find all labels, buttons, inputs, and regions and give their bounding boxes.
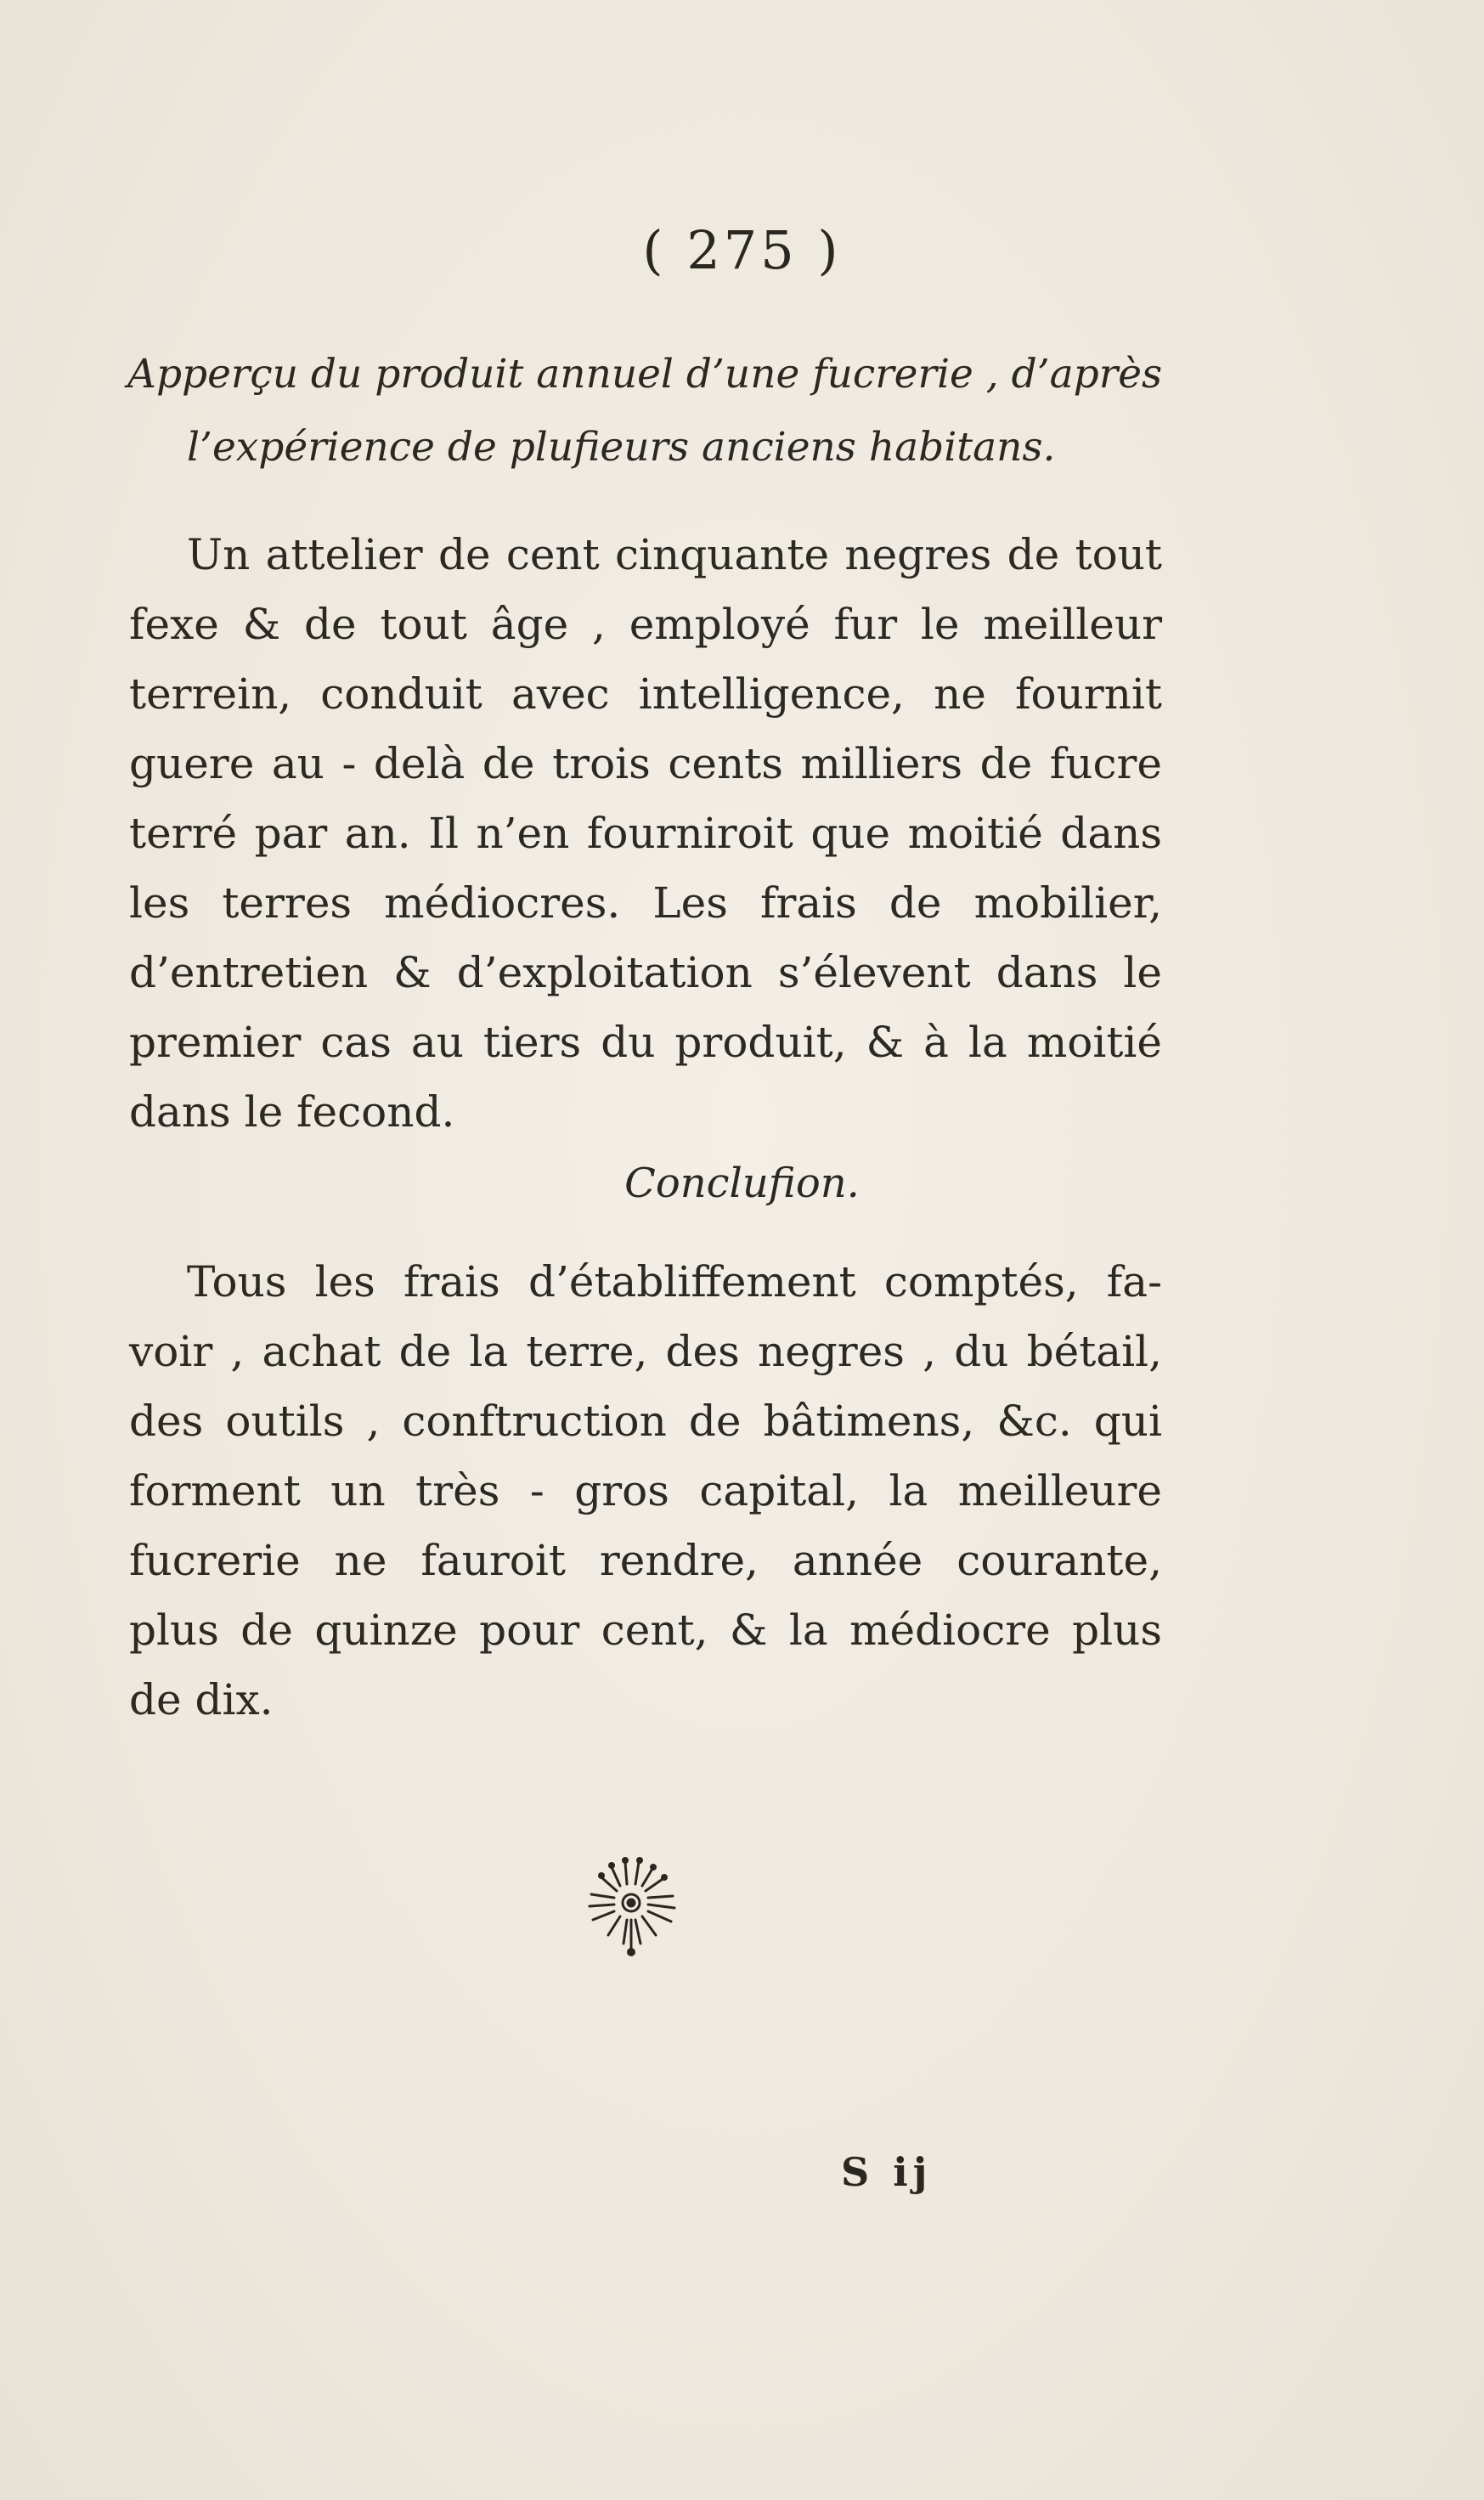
page-number: ( 275 ) — [642, 219, 842, 281]
text-line: premier cas au tiers du produit, & à la moitié — [129, 1018, 1162, 1067]
text-line: Un attelier de cent cinquante negres de tout — [187, 530, 1162, 579]
text-line: voir , achat de la terre, des negres , du bétail, — [129, 1327, 1162, 1376]
signature-mark: S ij — [841, 2149, 933, 2195]
paragraph-2 — [129, 1247, 1162, 1735]
text-line: guere au - delà de trois cents milliers de fucre — [129, 739, 1162, 788]
text-line: des outils , conftruction de bâtimens, &c. qui — [129, 1397, 1162, 1446]
section-heading — [127, 338, 1172, 484]
text-line: dans le fecond. — [129, 1087, 455, 1137]
conclusion-heading: Conclufion. — [624, 1160, 860, 1207]
text-line: d’entretien & d’exploitation s’élevent dans le — [129, 948, 1162, 997]
text-line: terrein, conduit avec intelligence, ne fournit — [129, 669, 1162, 719]
text-line: les terres médiocres. Les frais de mobilier, — [129, 878, 1162, 928]
text-line: fucrerie ne fauroit rendre, année courante, — [129, 1536, 1162, 1585]
heading-line: Apperçu du produit annuel d’une fucrerie , d’après — [127, 351, 1163, 398]
text-line: terré par an. Il n’en fourniroit que moitié dans — [129, 809, 1162, 858]
paragraph-1 — [129, 520, 1162, 1147]
text-line: plus de quinze pour cent, & la médiocre plus — [129, 1606, 1162, 1655]
text-line: Tous les frais d’établiffement comptés, fa- — [187, 1257, 1162, 1306]
text-line: forment un très - gros capital, la meilleure — [129, 1466, 1162, 1515]
floral-ornament-icon — [567, 1843, 695, 1962]
heading-line: l’expérience de plufieurs anciens habitans. — [187, 424, 1056, 471]
text-line: fexe & de tout âge , employé fur le meilleur — [129, 600, 1162, 649]
text-line: de dix. — [129, 1675, 274, 1724]
